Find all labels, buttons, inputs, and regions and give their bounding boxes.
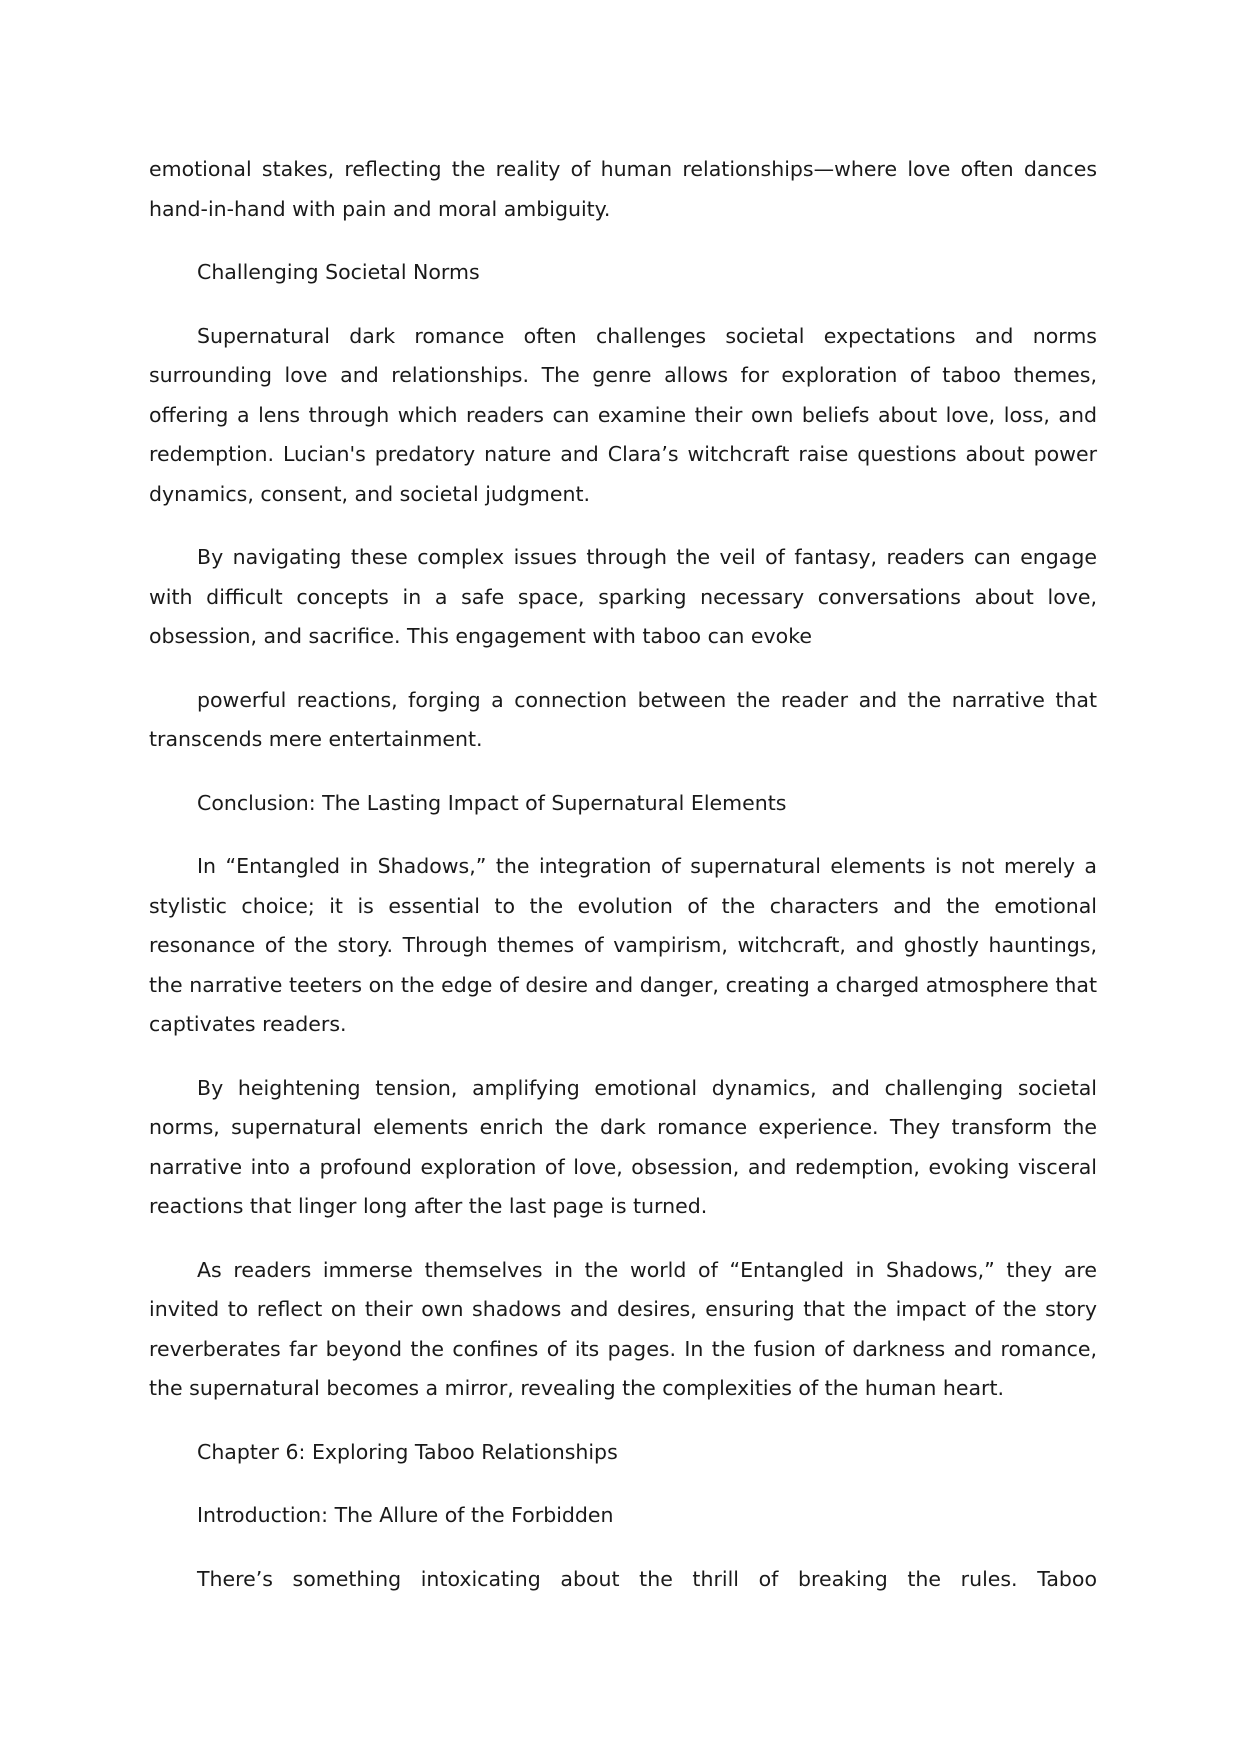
- paragraph: By heightening tension, amplifying emotional dynamics, and challenging societal norms, supernatural elements enrich the dark romance experience. They transform the narrative into a profound exploration of love, obsession, and redemption, evoking visceral reactions that linger long after the last page is turned.: [149, 1075, 1097, 1218]
- section-heading-introduction: Introduction: The Allure of the Forbidden: [197, 1503, 614, 1527]
- paragraph-continuation: emotional stakes, reflecting the reality of human relationships—where love often dances hand-in-hand with pain and moral ambiguity.: [149, 157, 1097, 221]
- chapter-heading: Chapter 6: Exploring Taboo Relationships: [197, 1439, 618, 1464]
- paragraph: In “Entangled in Shadows,” the integration of supernatural elements is not merely a stylistic choice; it is essential to the evolution of the characters and the emotional resonance of the story. Through themes of vampirism, witchcraft, and ghostly hauntings, the narrative teeters on the edge of desire and danger, creating a charged atmosphere that captivates readers.: [149, 854, 1097, 1036]
- section-heading-conclusion: Conclusion: The Lasting Impact of Supernatural Elements: [197, 790, 787, 815]
- paragraph-truncated: There’s something intoxicating about the thrill of breaking the rules. Taboo: [197, 1566, 1097, 1591]
- document-page: [149, 150, 1097, 1623]
- paragraph: Supernatural dark romance often challenges societal expectations and norms surrounding love and relationships. The genre allows for exploration of taboo themes, offering a lens through which readers can examine their own beliefs about love, loss, and redemption. Lucian's predatory nature and Clara’s witchcraft raise questions about power dynamics, consent, and societal judgment.: [149, 323, 1097, 506]
- paragraph: As readers immerse themselves in the world of “Entangled in Shadows,” they are invited to reflect on their own shadows and desires, ensuring that the impact of the story reverberates far beyond the confines of its pages. In the fusion of darkness and romance, the supernatural becomes a mirror, revealing the complexities of the human heart.: [149, 1257, 1097, 1400]
- paragraph: powerful reactions, forging a connection between the reader and the narrative that transcends mere entertainment.: [149, 687, 1097, 751]
- section-heading-challenging-norms: Challenging Societal Norms: [197, 260, 480, 284]
- paragraph: By navigating these complex issues through the veil of fantasy, readers can engage with difficult concepts in a safe space, sparking necessary conversations about love, obsession, and sacrifice. This engagement with taboo can evoke: [149, 545, 1097, 648]
